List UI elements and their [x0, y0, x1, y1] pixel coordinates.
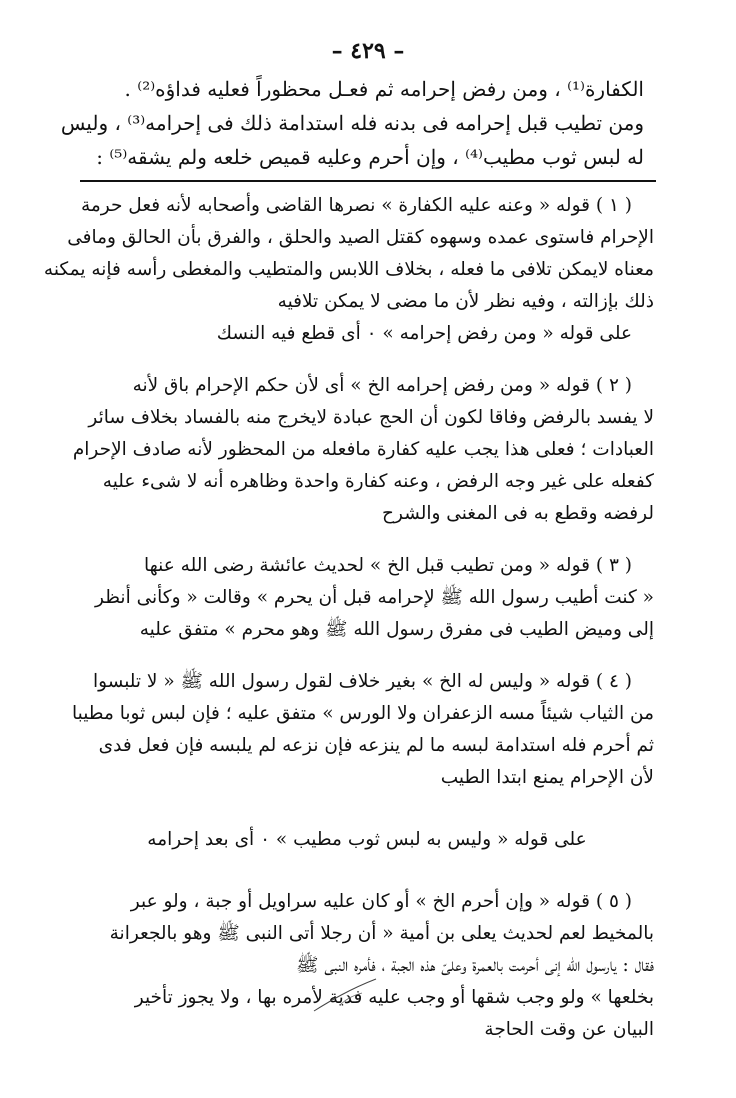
footnote-line: من الثياب شيئاً مسه الزعفران ولا الورس » متفق عليه ؛ فإن لبس ثوبا مطيبا	[72, 703, 654, 724]
footnote-1	[43, 190, 654, 350]
footnote-line: ( ٤ ) قوله « وليس له الخ » بغير خلاف لقول رسول الله ﷺ « لا تلبسوا	[93, 671, 632, 692]
footnote-4	[72, 666, 654, 794]
footnote-line: ثم أحرم فله استدامة لبسه ما لم ينزعه فإن نزعه لم يلبسه فإن فعل فدى	[98, 735, 654, 756]
footnote-line: ( ٣ ) قوله « ومن تطيب قبل الخ » لحديث عائشة رضى الله عنها	[144, 555, 632, 576]
footnote-line: معناه لايمكن تلافى ما فعله ، بخلاف اللابس والمتطيب والمغطى رأسه فإنه يمكنه	[43, 259, 654, 280]
pen-mark	[310, 975, 380, 1015]
footnote-line: على قوله « وليس به لبس ثوب مطيب » ٠ أى بعد إحرامه	[147, 829, 587, 850]
footnote-3	[80, 550, 654, 646]
footnote-line: العبادات ؛ فعلى هذا يجب عليه كفارة مافعله من المحظور لأنه صادف الإحرام	[72, 439, 654, 460]
footnote-line: « كنت أطيب رسول الله ﷺ لإحرامه قبل أن يحرم » وقالت « وكأنى أنظر	[95, 587, 654, 608]
footnote-line: لأن الإحرام يمنع ابتدا الطيب	[440, 767, 654, 788]
footnote-line: الإحرام فاستوى عمده وسهوه كقتل الصيد والحلق ، والفرق بأن الحالق ومافى	[67, 227, 654, 248]
footnote-line: بخلعها » ولو وجب شقها أو وجب عليه فدية لأمره بها ، ولا يجوز تأخير	[134, 987, 654, 1008]
footnote-line: ( ٢ ) قوله « ومن رفض إحرامه الخ » أى لأن حكم الإحرام باق لأنه	[132, 375, 632, 396]
footnote-line: كفعله على غير وجه الرفض ، وعنه كفارة واحدة وظاهره أنه لا شىء عليه	[102, 471, 654, 492]
footnote-line: إلى وميض الطيب فى مفرق رسول الله ﷺ وهو محرم » متفق عليه	[139, 619, 654, 640]
footnote-line: ( ٥ ) قوله « وإن أحرم الخ » أو كان عليه سراويل أو جبة ، ولو عبر	[130, 891, 632, 912]
footnote-line: لرفضه وقطع به فى المغنى والشرح	[382, 503, 654, 524]
footnote-line: البيان عن وقت الحاجة	[484, 1019, 654, 1040]
footnote-separator	[80, 180, 656, 182]
footnote-5	[80, 886, 654, 1046]
footnote-line: بالمخيط لعم لحديث يعلى بن أمية « أن رجلا أتى النبى ﷺ وهو بالجعرانة	[109, 923, 654, 944]
footnote-line: على قوله « ومن رفض إحرامه » ٠ أى قطع فيه النسك	[216, 323, 632, 344]
footnote-4-addendum	[80, 824, 654, 856]
footnote-line: فقال : يارسول الله إنى أحرمت بالعمرة وعلىّ هذه الجبة ، فأمره النبى ﷺ	[296, 955, 654, 976]
footnote-2	[72, 370, 654, 530]
main-text-line: له لبس ثوب مطيب⁽⁴⁾ ، وإن أحرم وعليه قميص خلعه ولم يشقه⁽⁵⁾ :	[96, 145, 644, 169]
main-text	[60, 72, 644, 174]
footnote-line: ذلك بإزالته ، وفيه نظر لأن ما مضى لا يمكن تلافيه	[277, 291, 654, 312]
main-text-line: الكفارة⁽¹⁾ ، ومن رفض إحرامه ثم فعـل محظوراً فعليه فداؤه⁽²⁾ .	[124, 77, 644, 101]
main-text-line: ومن تطيب قبل إحرامه فى بدنه فله استدامة ذلك فى إحرامه⁽³⁾ ، وليس	[60, 111, 644, 135]
footnote-line: لا يفسد بالرفض وفاقا لكون أن الحج عبادة لايخرج منه بالفساد بخلاف سائر	[88, 407, 654, 428]
footnote-line: ( ١ ) قوله « وعنه عليه الكفارة » نصرها القاضى وأصحابه لأنه فعل حرمة	[80, 195, 632, 216]
page-number: – ٤٢٩ –	[331, 38, 405, 64]
footnotes	[43, 190, 654, 1046]
